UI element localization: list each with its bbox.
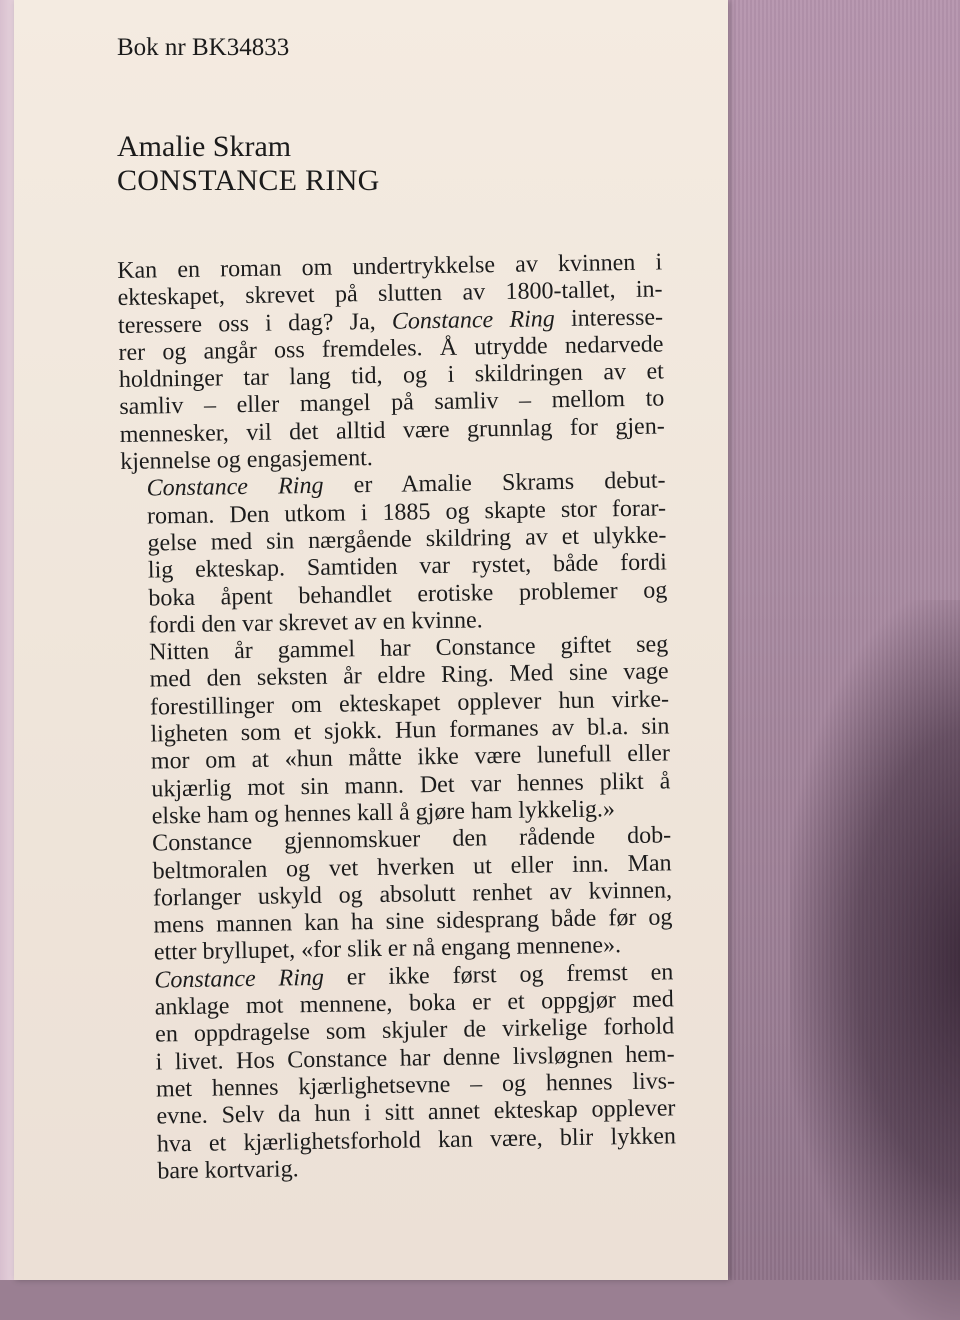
blurb-line: kjennelse og engasjement. — [120, 445, 373, 476]
blurb-line: holdninger tar lang tid, og i skildringen av et — [118, 358, 665, 394]
blurb-paragraph — [128, 959, 676, 1186]
cast-shadow — [790, 600, 960, 1320]
blurb-line: ekteskapet, skrevet på slutten av 1800-tallet, in- — [117, 276, 663, 312]
blurb-line: anklage mot mennene, boka er et oppgjør med — [154, 986, 674, 1021]
blurb-line: met hennes kjærlighetsevne – og hennes livs- — [155, 1068, 676, 1103]
italic-title: Constance Ring — [146, 473, 324, 502]
book-title: CONSTANCE RING — [117, 164, 380, 197]
blurb-line: fordi den var skrevet av en kvinne. — [148, 607, 483, 639]
blurb-paragraph — [117, 249, 665, 476]
blurb-line: i livet. Hos Constance har denne livsløgnen hem- — [155, 1040, 675, 1076]
italic-title: Constance Ring — [391, 305, 555, 335]
blurb-line: ligheten som et sjokk. Hun formanes av bl.a. sin — [150, 713, 670, 748]
blurb-line: evne. Selv da hun i sitt annet ekteskap opplever — [156, 1095, 676, 1130]
blurb-line: bare kortvarig. — [157, 1156, 299, 1185]
blurb-line: Constance Ring er ikke først og fremst en — [154, 959, 674, 994]
blurb-line: mor om at «hun måtte ikke være lunefull eller — [150, 740, 671, 775]
blurb-line: med den seksten år eldre Ring. Med sine vage — [149, 658, 669, 693]
blurb-line: boka åpent behandlet erotiske problemer og — [148, 576, 668, 612]
book-back-cover — [14, 0, 728, 1280]
blurb-paragraph — [123, 632, 671, 832]
blurb-line: mens mannen kan ha sine sidesprang både før og — [153, 904, 673, 939]
blurb-line: en oppdragelse som skjuler de virkelige forhold — [155, 1013, 675, 1048]
blurb-line: elske ham og hennes kall å gjøre ham lykkelig.» — [151, 796, 616, 830]
blurb-line: Constance gjennomskuer den rådende dob- — [152, 822, 672, 857]
blurb-line: hva et kjærlighetsforhold kan være, blir lykken — [156, 1122, 677, 1157]
italic-title: Constance Ring — [154, 964, 325, 994]
blurb-line: forestillinger om ekteskapet opplever hun virke- — [149, 686, 670, 721]
blurb-line: samliv – eller mangel på samliv – mellom to — [119, 385, 665, 421]
author-name: Amalie Skram — [117, 130, 292, 163]
blurb-line: Kan en roman om undertrykkelse av kvinnen i — [117, 249, 663, 284]
blurb-line: teressere oss i dag? Ja, Constance Ring interesse- — [117, 304, 664, 339]
blurb-line: forlanger uskyld og absolutt renhet av kvinnen, — [152, 877, 673, 912]
blurb-line: lig ekteskap. Samtiden var rystet, både fordi — [147, 549, 668, 584]
blurb-line: Constance Ring er Amalie Skrams debut- — [146, 467, 666, 502]
blurb-line: ukjærlig mot sin mann. Det var hennes plikt å — [151, 768, 671, 803]
blurb-line: beltmoralen og vet hverken ut eller inn. Man — [152, 849, 672, 885]
blurb-paragraph — [120, 468, 668, 640]
blurb-line: roman. Den utkom i 1885 og skapte stor forar- — [146, 495, 667, 530]
blurb-line: etter bryllupet, «for slik er nå engang mennene». — [153, 932, 622, 966]
blurb-line: rer og angår oss fremdeles. Å utrydde nedarvede — [118, 331, 664, 366]
blurb-line: gelse med sin nærgående skildring av et ulykke- — [147, 522, 667, 557]
blurb-text — [117, 249, 677, 1186]
blurb-line: mennesker, vil det alltid være grunnlag for gjen- — [119, 413, 665, 448]
background-left-edge — [0, 0, 14, 1280]
book-number: Bok nr BK34833 — [117, 34, 290, 61]
blurb-line: Nitten år gammel har Constance giftet seg — [148, 631, 669, 666]
blurb-paragraph — [126, 823, 673, 968]
